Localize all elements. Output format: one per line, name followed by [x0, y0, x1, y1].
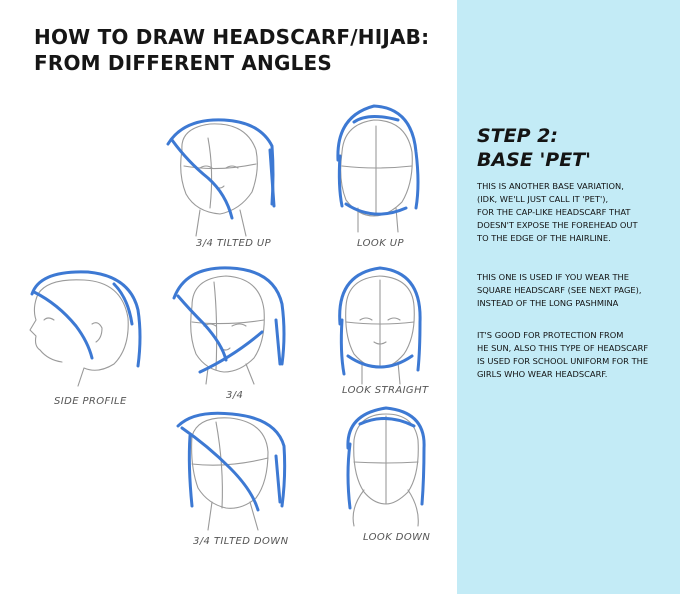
sketch-side-profile [18, 264, 152, 394]
sketch-three-quarter-tilted-down [168, 406, 298, 534]
paragraph-line: SQUARE HEADSCARF (SEE NEXT PAGE), [477, 285, 642, 295]
sketch-look-straight [322, 258, 438, 388]
caption-look-up: LOOK UP [357, 238, 404, 249]
paragraph-line: HE SUN, ALSO THIS TYPE OF HEADSCARF [477, 343, 649, 353]
title-line-1: HOW TO DRAW HEADSCARF/HIJAB: [34, 25, 430, 49]
paragraph-line: THIS IS ANOTHER BASE VARIATION, [477, 181, 624, 191]
sketch-three-quarter-tilted-up [160, 110, 280, 240]
sketch-look-up [318, 96, 436, 236]
paragraph-line: (IDK, WE'LL JUST CALL IT 'PET'), [477, 194, 609, 204]
paragraph-square-headscarf [477, 271, 677, 310]
paragraph-line: TO THE EDGE OF THE HAIRLINE. [477, 233, 611, 243]
caption-tilted-up: 3/4 TILTED UP [196, 238, 272, 249]
caption-side-profile: SIDE PROFILE [54, 396, 127, 407]
step-heading [477, 124, 591, 172]
paragraph-line: IT'S GOOD FOR PROTECTION FROM [477, 330, 624, 340]
paragraph-base-variation [477, 180, 677, 245]
paragraph-line: THIS ONE IS USED IF YOU WEAR THE [477, 272, 630, 282]
caption-three-quarter: 3/4 [226, 390, 244, 401]
paragraph-line: FOR THE CAP-LIKE HEADSCARF THAT [477, 207, 631, 217]
paragraph-line: DOESN'T EXPOSE THE FOREHEAD OUT [477, 220, 638, 230]
step-heading-line-1: STEP 2: [477, 125, 558, 147]
info-panel [457, 0, 680, 594]
sketch-look-down [330, 404, 442, 530]
caption-tilted-down: 3/4 TILTED DOWN [193, 536, 289, 547]
paragraph-line: INSTEAD OF THE LONG PASHMINA [477, 298, 619, 308]
caption-look-straight: LOOK STRAIGHT [342, 385, 429, 396]
paragraph-sun-protection [477, 329, 677, 381]
paragraph-line: GIRLS WHO WEAR HEADSCARF. [477, 369, 608, 379]
page-title [34, 24, 454, 76]
caption-look-down: LOOK DOWN [363, 532, 431, 543]
title-line-2: FROM DIFFERENT ANGLES [34, 51, 333, 75]
sketch-three-quarter [164, 260, 294, 390]
step-heading-line-2: BASE 'PET' [477, 149, 591, 171]
paragraph-line: IS USED FOR SCHOOL UNIFORM FOR THE [477, 356, 649, 366]
